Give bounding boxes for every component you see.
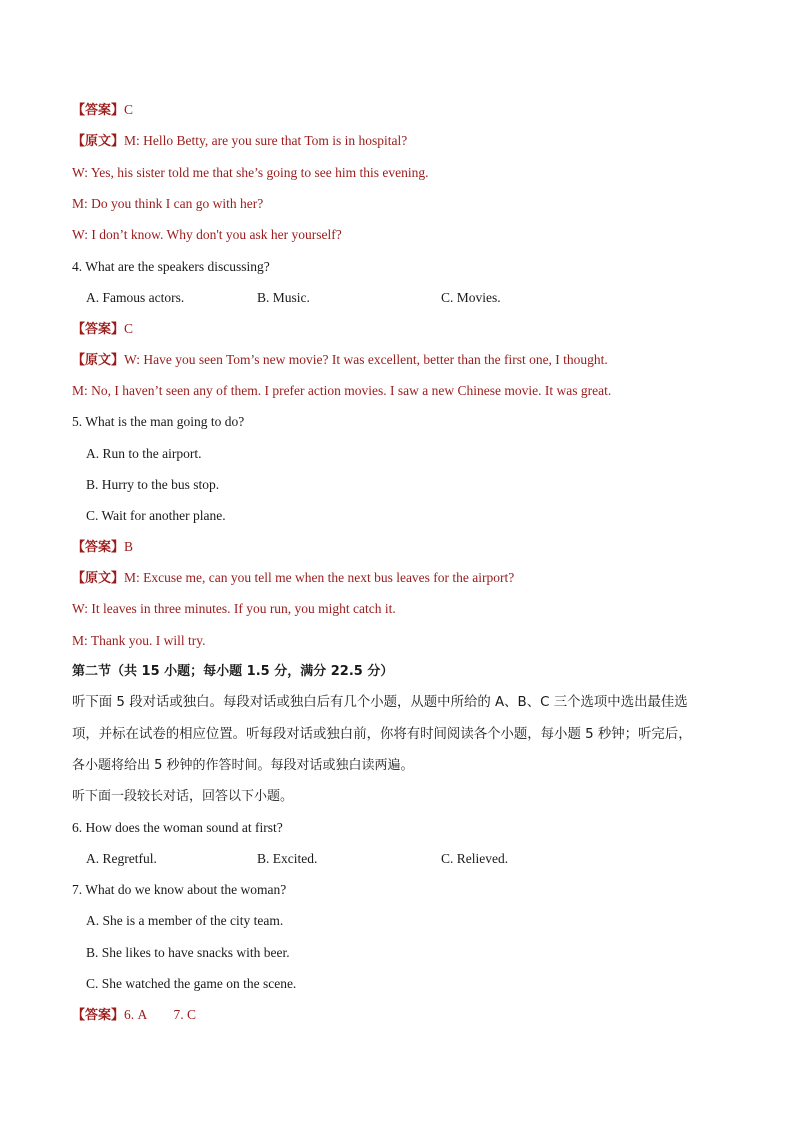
q3-answer-line: [72, 101, 133, 120]
q5-orig-3: M: Thank you. I will try.: [72, 633, 206, 648]
q6-option-a: A. Regretful.: [86, 851, 157, 866]
q5-original-line-1: [72, 569, 514, 588]
answer-tag: 【答案】: [72, 103, 125, 118]
q3-orig-4: W: I don’t know. Why don't you ask her yourself?: [72, 227, 342, 242]
q5-option-b: B. Hurry to the bus stop.: [86, 477, 220, 492]
q5-orig-1: M: Excuse me, can you tell me when the next bus leaves for the airport?: [124, 570, 515, 585]
q4-orig-1: W: Have you seen Tom’s new movie? It was excellent, better than the first one, I thought.: [124, 352, 608, 367]
original-tag: 【原文】: [72, 571, 125, 586]
q3-orig-2: W: Yes, his sister told me that she’s going to see him this evening.: [72, 165, 429, 180]
q5-option-c: C. Wait for another plane.: [86, 508, 226, 523]
q5-stem: 5. What is the man going to do?: [72, 414, 245, 429]
q4-answer-line: [72, 320, 133, 339]
q5-answer-value: B: [124, 539, 134, 554]
q6-7-answer-line: [72, 1006, 196, 1025]
q6-7-answer-value: 6. A 7. C: [124, 1007, 197, 1022]
q4-answer-value: C: [124, 321, 134, 336]
q4-stem: 4. What are the speakers discussing?: [72, 259, 270, 274]
q3-orig-1: M: Hello Betty, are you sure that Tom is in hospital?: [124, 133, 408, 148]
q3-answer-value: C: [124, 102, 134, 117]
q7-option-a: A. She is a member of the city team.: [86, 913, 284, 928]
answer-tag: 【答案】: [72, 540, 125, 555]
answer-tag: 【答案】: [72, 1008, 125, 1023]
section2-instructions-1: 听下面 5 段对话或独白。每段对话或独白后有几个小题，从题中所给的 A、B、C 三个选项中选出最佳选: [72, 695, 688, 710]
answer-tag: 【答案】: [72, 322, 125, 337]
q7-option-b: B. She likes to have snacks with beer.: [86, 945, 290, 960]
q3-original-line-1: [72, 132, 407, 151]
original-tag: 【原文】: [72, 353, 125, 368]
q5-option-a: A. Run to the airport.: [86, 446, 202, 461]
q7-stem: 7. What do we know about the woman?: [72, 882, 287, 897]
q6-option-c: C. Relieved.: [441, 851, 509, 866]
section2-instructions-2: 项，并标在试卷的相应位置。听每段对话或独白前，你将有时间阅读各个小题，每小题 5 秒钟；听完后，: [72, 727, 692, 742]
section2-instructions-3: 各小题将给出 5 秒钟的作答时间。每段对话或独白读两遍。: [72, 758, 414, 773]
q3-orig-3: M: Do you think I can go with her?: [72, 196, 264, 211]
q7-option-c: C. She watched the game on the scene.: [86, 976, 297, 991]
q6-stem: 6. How does the woman sound at first?: [72, 820, 283, 835]
q4-original-line-1: [72, 351, 608, 370]
q4-option-a: A. Famous actors.: [86, 290, 185, 305]
q5-answer-line: [72, 538, 133, 557]
section2-heading: 第二节（共 15 小题；每小题 1.5 分，满分 22.5 分）: [72, 664, 394, 679]
q5-orig-2: W: It leaves in three minutes. If you run, you might catch it.: [72, 601, 396, 616]
q4-option-c: C. Movies.: [441, 290, 501, 305]
q4-orig-2: M: No, I haven’t seen any of them. I prefer action movies. I saw a new Chinese movie. It was great.: [72, 383, 612, 398]
section2-intro: 听下面一段较长对话，回答以下小题。: [72, 789, 294, 804]
q6-option-b: B. Excited.: [257, 851, 318, 866]
q4-option-b: B. Music.: [257, 290, 310, 305]
original-tag: 【原文】: [72, 134, 125, 149]
